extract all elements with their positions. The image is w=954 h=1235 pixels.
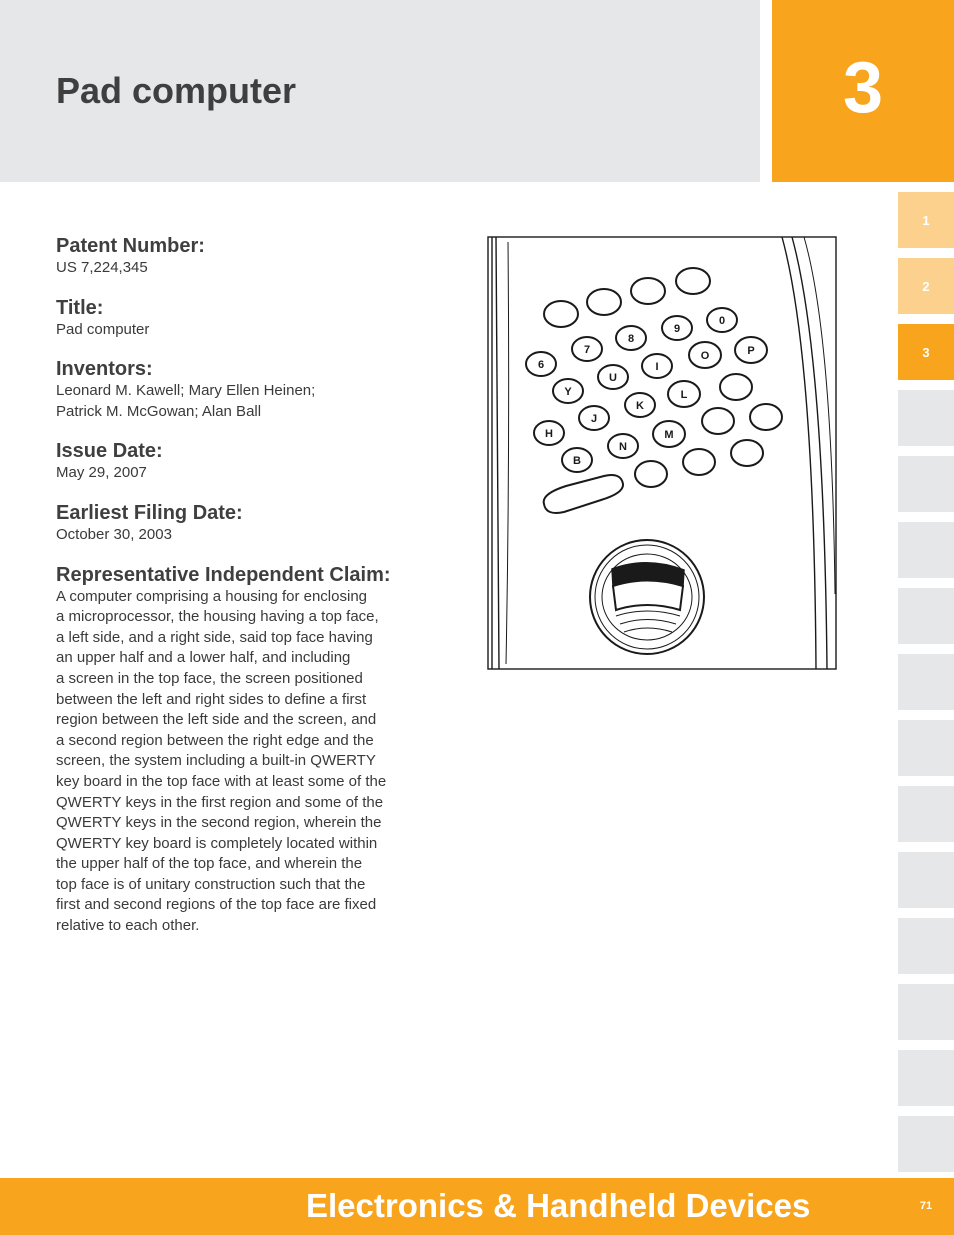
key-label: I (655, 361, 659, 373)
claim-line: QWERTY keys in the first region and some of the (56, 793, 384, 811)
page-number: 71 (919, 1200, 933, 1212)
chapter-tab-13[interactable] (898, 984, 954, 1040)
claim-line: the upper half of the top face, and wherein the (56, 855, 363, 873)
key-label: P (747, 345, 755, 357)
chapter-tab-6[interactable] (898, 522, 954, 578)
key-label: Y (564, 386, 572, 398)
section-title: Electronics & Handheld Devices (306, 1187, 811, 1224)
claim-text (56, 587, 424, 937)
key-label: H (545, 428, 553, 440)
key-label: M (664, 429, 674, 441)
claim-line: screen, the system including a built-in QWERTY (56, 752, 376, 770)
key-label: N (619, 441, 627, 453)
chapter-tab-15[interactable] (898, 1116, 954, 1172)
patent-details (56, 234, 426, 954)
claim-field (56, 563, 426, 937)
claim-line: first and second regions of the top face are fixed (56, 896, 377, 914)
key-label: L (680, 389, 688, 401)
key-label: B (573, 455, 581, 467)
claim-line: region between the left side and the screen, and (56, 711, 377, 729)
chapter-tab-7[interactable] (898, 588, 954, 644)
claim-line: QWERTY keys in the second region, wherein the (56, 814, 382, 832)
chapter-tab-14[interactable] (898, 1050, 954, 1106)
claim-line: a left side, and a right side, said top face having (56, 628, 373, 646)
chapter-number: 3 (842, 48, 884, 128)
patent-number-value: US 7,224,345 (56, 259, 148, 276)
title-field (56, 296, 426, 341)
key-label: 6 (537, 359, 545, 371)
patent-number-label: Patent Number: (56, 235, 205, 257)
claim-line: relative to each other. (56, 917, 200, 935)
key-label: J (590, 413, 598, 425)
claim-line: a microprocessor, the housing having a top face, (56, 608, 379, 626)
filing-date-value: October 30, 2003 (56, 525, 172, 543)
header-band (0, 0, 760, 182)
chapter-tab-8[interactable] (898, 654, 954, 710)
claim-line: QWERTY key board is completely located within (56, 834, 378, 852)
inventors-value-line-2: Patrick M. McGowan; Alan Ball (56, 402, 262, 420)
claim-label: Representative Independent Claim: (56, 563, 391, 586)
claim-line: top face is of unitary construction such that the (56, 875, 366, 893)
chapter-tab-5[interactable] (898, 456, 954, 512)
inventors-label: Inventors: (56, 358, 153, 381)
key-label: K (636, 400, 644, 412)
page-title: Pad computer (56, 70, 297, 111)
footer-band (0, 1178, 954, 1235)
key-label: O (700, 350, 710, 362)
filing-date-field (56, 501, 426, 546)
filing-date-label: Earliest Filing Date: (56, 501, 243, 524)
inventors-value-line-1: Leonard M. Kawell; Mary Ellen Heinen; (56, 382, 316, 400)
chapter-tab-3[interactable]: 3 (898, 324, 954, 380)
chapter-tab-12[interactable] (898, 918, 954, 974)
issue-date-label: Issue Date: (56, 440, 163, 463)
claim-line: key board in the top face with at least some of the (56, 772, 387, 790)
inventors-field (56, 357, 426, 422)
issue-date-value: May 29, 2007 (56, 464, 147, 482)
chapter-tab-11[interactable] (898, 852, 954, 908)
chapter-tab-10[interactable] (898, 786, 954, 842)
claim-line: A computer comprising a housing for enclosing (56, 587, 368, 605)
claim-line: a screen in the top face, the screen positioned (56, 669, 363, 687)
chapter-tab-4[interactable] (898, 390, 954, 446)
patent-drawing (486, 234, 840, 672)
pointing-device (590, 540, 704, 654)
key-label: 7 (583, 344, 591, 356)
key-label: 0 (718, 315, 726, 327)
pad-computer-illustration (486, 234, 840, 672)
chapter-tab-2[interactable]: 2 (898, 258, 954, 314)
claim-line: between the left and right sides to define a first (56, 690, 367, 708)
patent-number-field (56, 234, 426, 279)
title-value: Pad computer (56, 320, 150, 338)
chapter-tabs (898, 192, 954, 1182)
claim-line: an upper half and a lower half, and including (56, 649, 351, 667)
chapter-tab-9[interactable] (898, 720, 954, 776)
key-label: 8 (627, 333, 635, 345)
title-label: Title: (56, 296, 104, 319)
chapter-box (772, 0, 954, 182)
issue-date-field (56, 439, 426, 484)
key-label: 9 (673, 323, 681, 335)
chapter-tab-1[interactable]: 1 (898, 192, 954, 248)
claim-line: a second region between the right edge and the (56, 731, 374, 749)
key-label: U (609, 372, 617, 384)
